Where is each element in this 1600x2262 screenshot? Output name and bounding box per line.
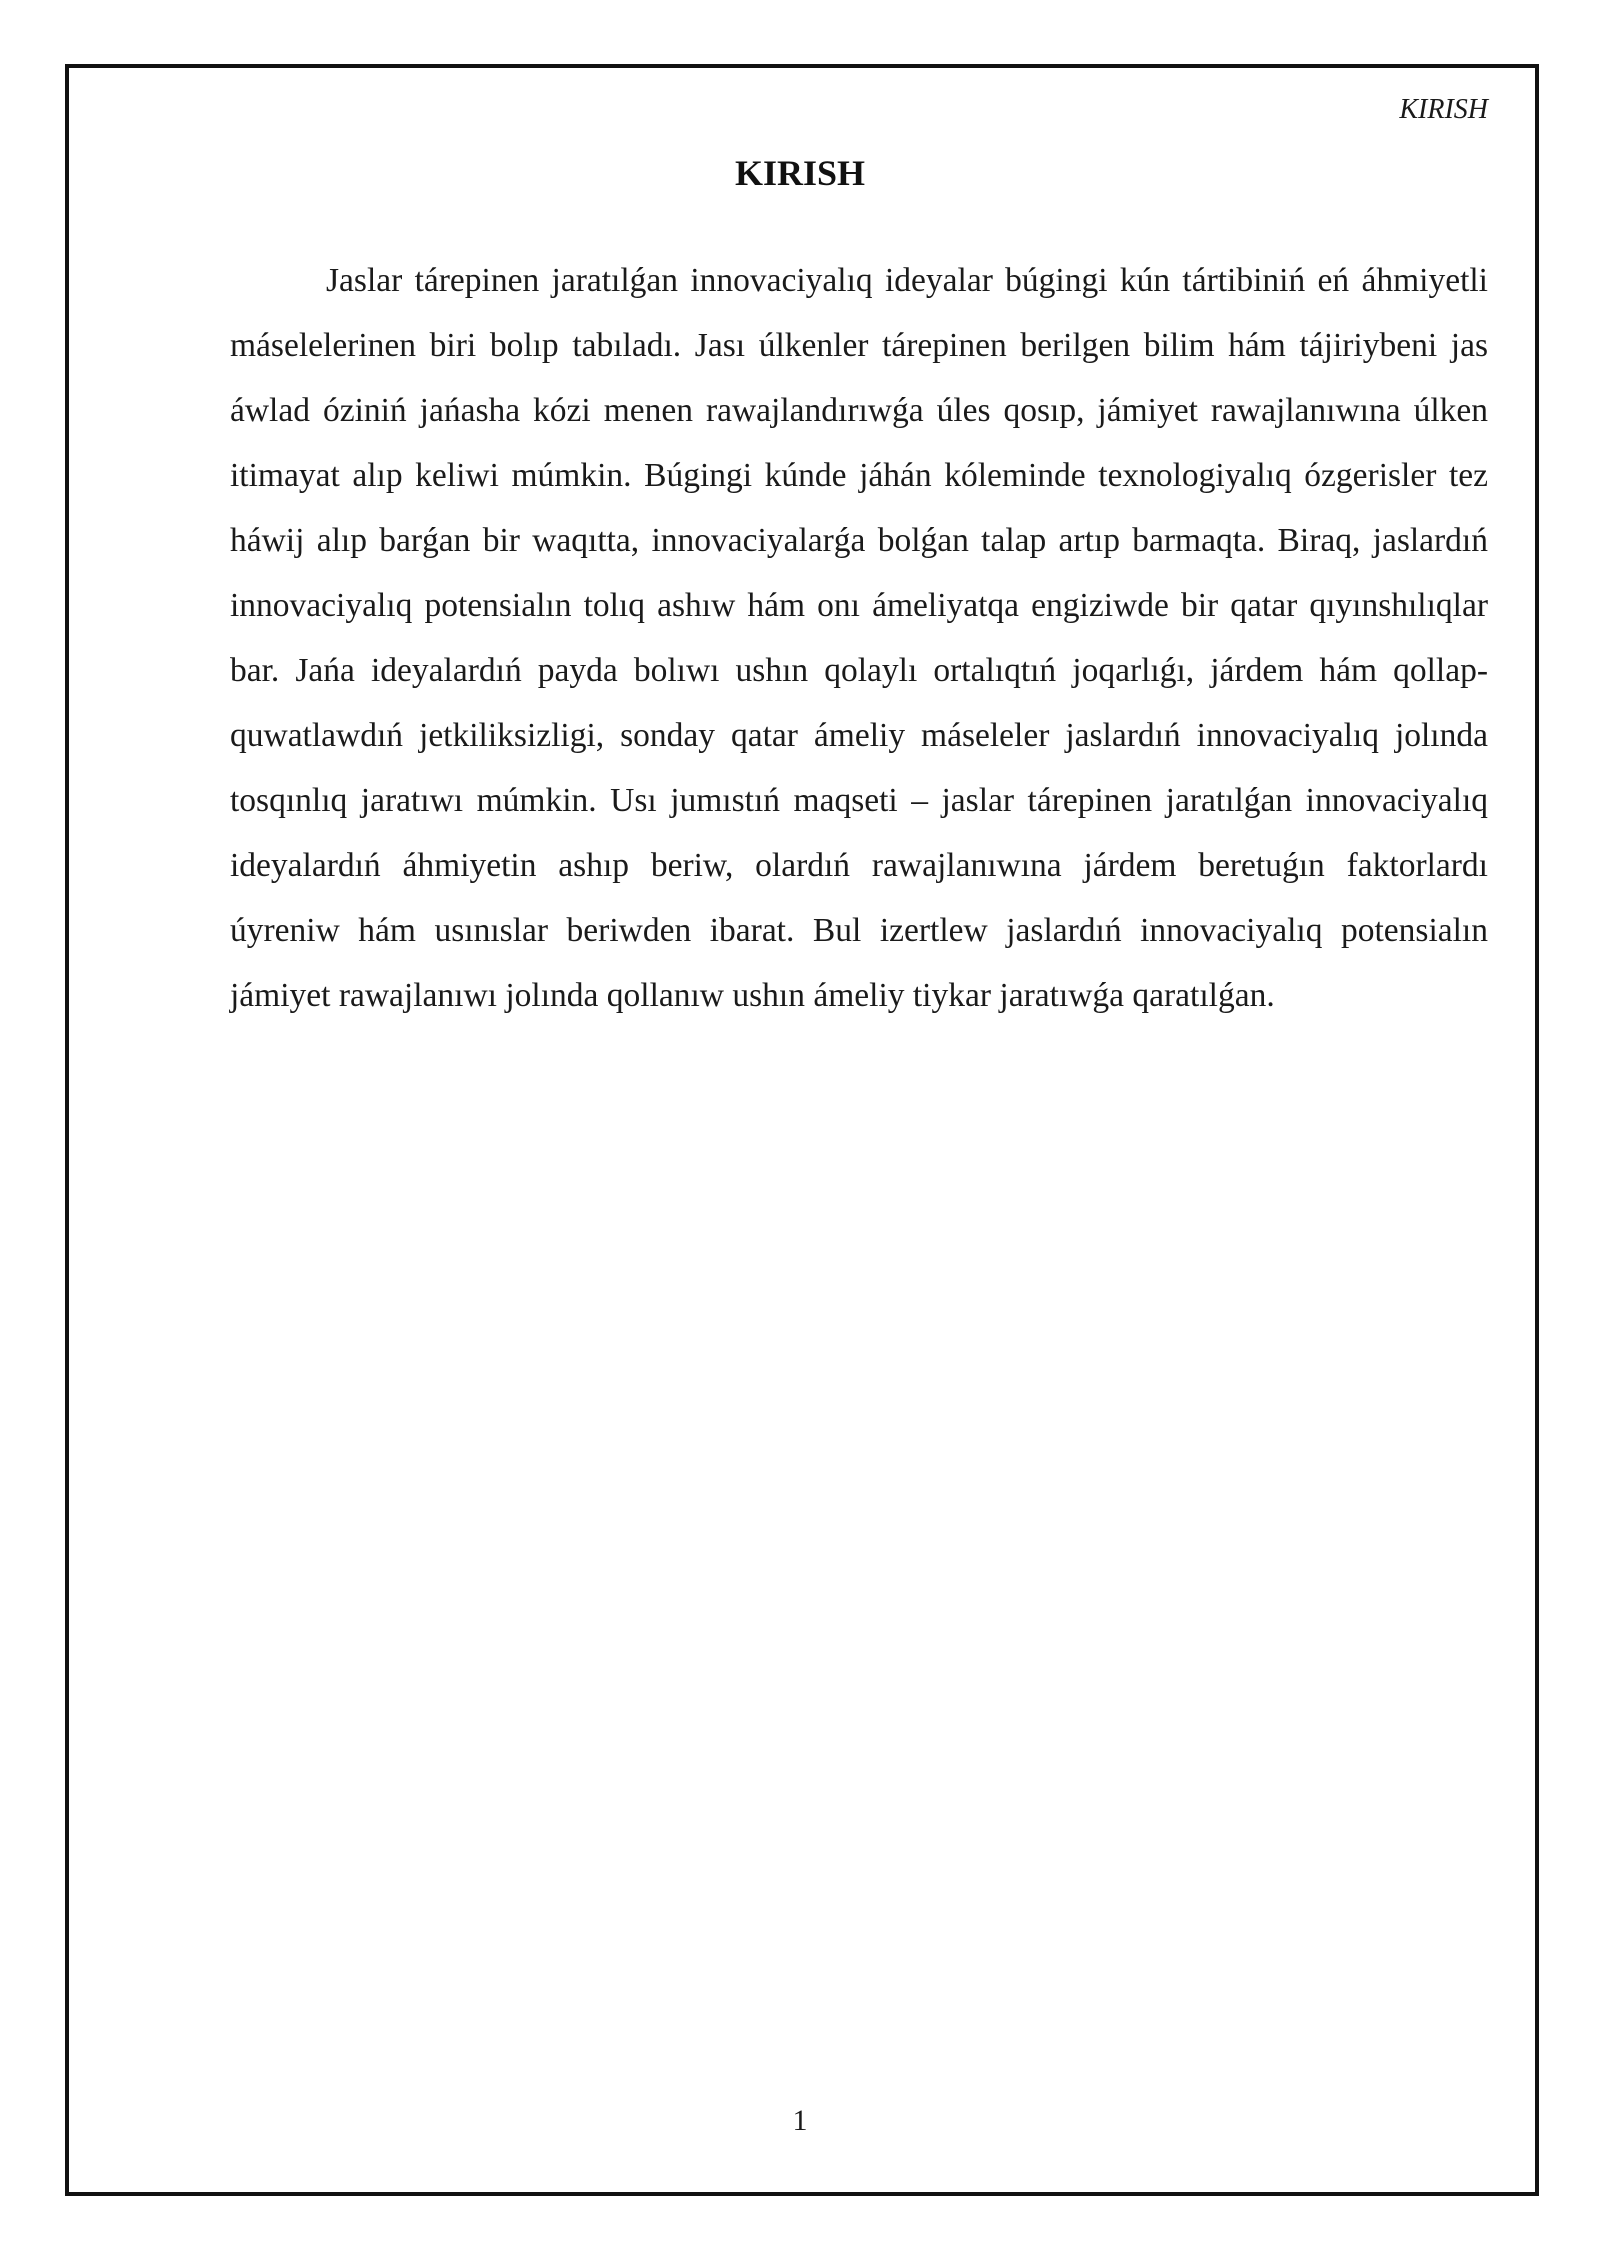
- page-number: 1: [792, 2104, 808, 2137]
- body-paragraph: Jaslar tárepinen jaratılǵan innovaciyalıq ideyalar búgingi kún tártibiniń eń áhmiyetli máselelerinen biri bolıp tabıladı. Jası úlkenler tárepinen berilgen bilim hám tájiriybeni jas áwlad óziniń jańasha kózi menen rawajlandırıwǵa úles qosıp, jámiyet rawajlanıwına úlken itimayat alıp keliwi múmkin. Búgingi kúnde jáhán kóleminde texnologiyalıq ózgerisler tez háwij alıp barǵan bir waqıtta, innovaciyalarǵa bolǵan talap artıp barmaqta. Biraq, jaslardıń innovaciyalıq potensialın tolıq ashıw hám onı ámeliyatqa engiziwde bir qatar qıyınshılıqlar bar. Jańa ideyalardıń payda bolıwı ushın qolaylı ortalıqtıń joqarlıǵı, járdem hám qollap-quwatlawdıń jetkiliksizligi, sonday qatar ámeliy máseleler jaslardıń innovaciyalıq jolında tosqınlıq jaratıwı múmkin. Usı jumıstıń maqseti – jaslar tárepinen jaratılǵan innovaciyalıq ideyalardıń áhmiyetin ashıp beriw, olardıń rawajlanıwına járdem beretuǵın faktorlardı úyreniw hám usınıslar beriwden ibarat. Bul izertlew jaslardıń innovaciyalıq potensialın jámiyet rawajlanıwı jolında qollanıw ushın ámeliy tiykar jaratıwǵa qaratılǵan.: [230, 262, 1488, 1014]
- running-header: KIRISH: [1399, 94, 1488, 125]
- page-title: KIRISH: [734, 153, 866, 193]
